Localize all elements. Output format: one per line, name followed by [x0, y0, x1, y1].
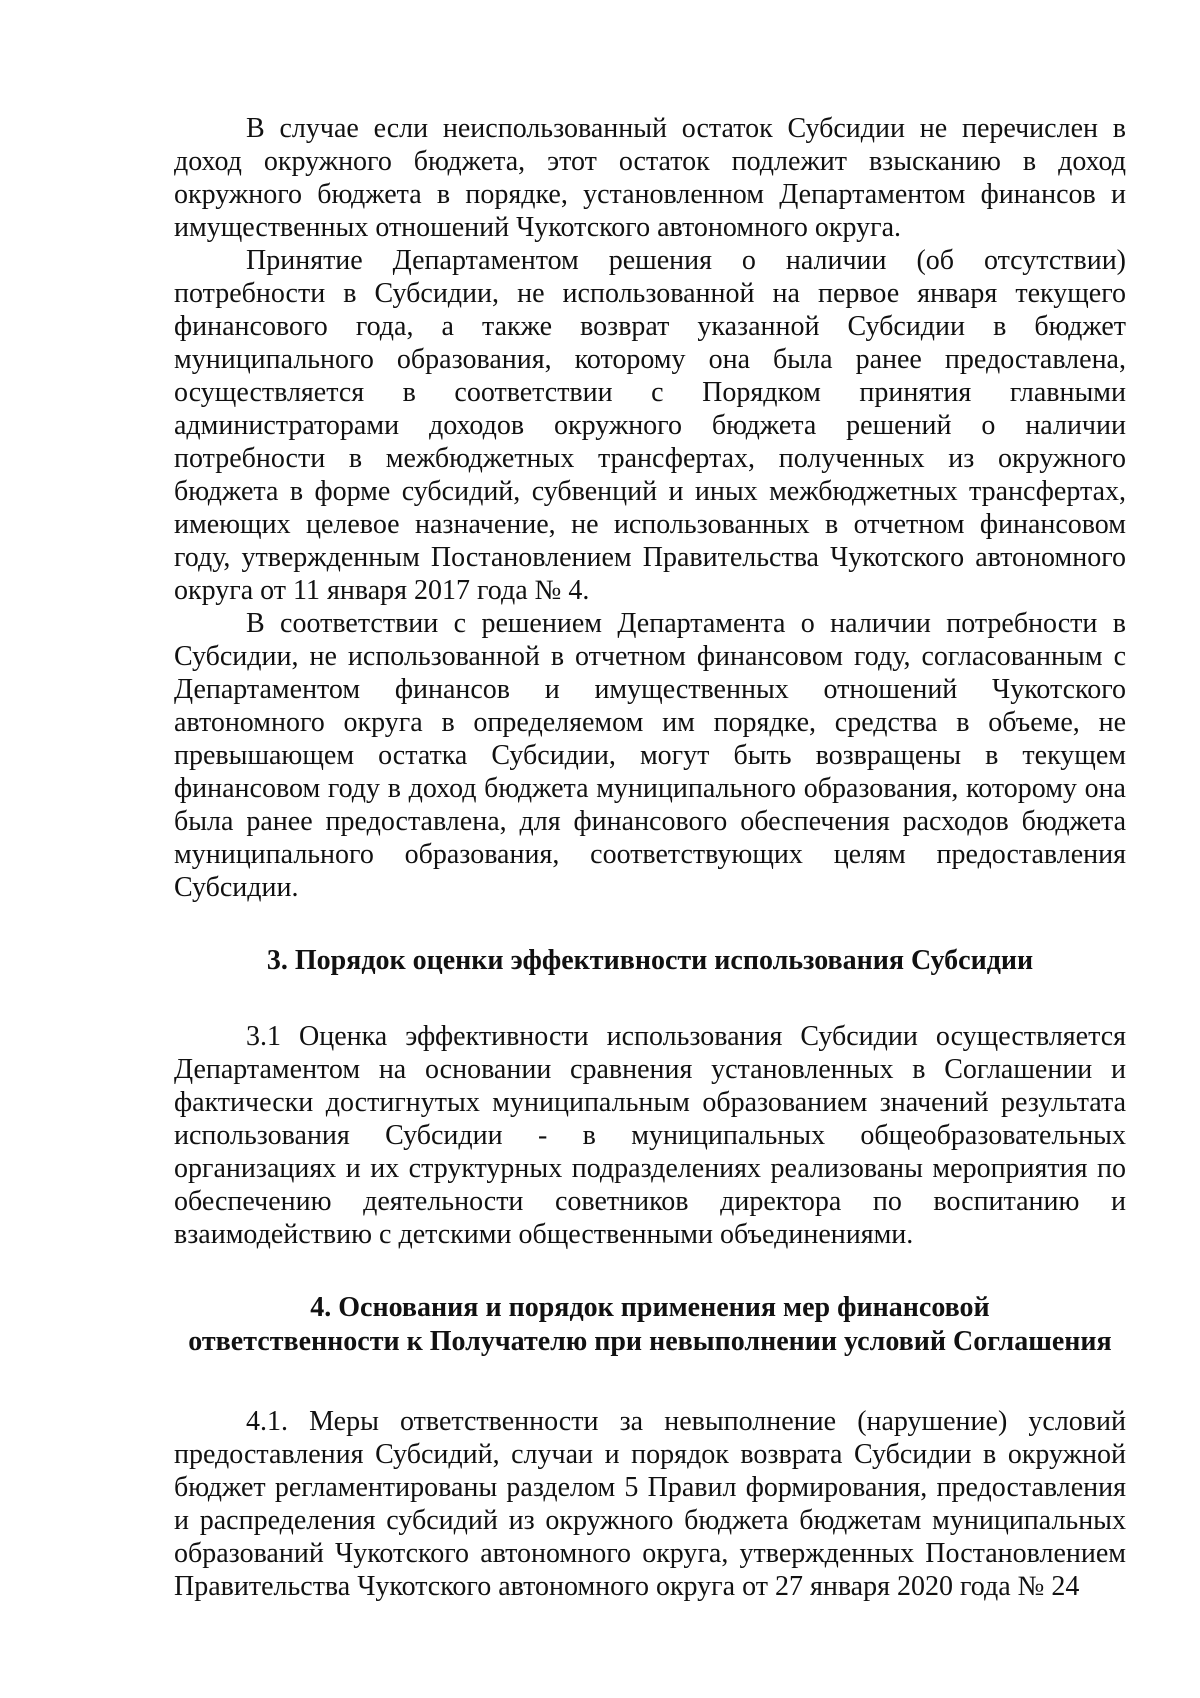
section-3-heading: 3. Порядок оценки эффективности использования Субсидии [266, 945, 1034, 976]
paragraph-3-1: 3.1 Оценка эффективности использования Субсидии осуществляется Департаментом на основании сравнения установленных в Соглашении и фактически достигнутых муниципальным образованием значений результата использования Субсидии - в муниципальных общеобразовательных организациях и их структурных подразделениях реализованы мероприятия по обеспечению деятельности советников директора по воспитанию и взаимодействию с детскими общественными объединениями. [174, 1021, 1126, 1250]
section-4-heading [174, 1291, 1126, 1359]
section-4-heading-line-2: ответственности к Получателю при невыполнении условий Соглашения [188, 1326, 1112, 1357]
document-page [174, 112, 1126, 1603]
paragraph-4-1: 4.1. Меры ответственности за невыполнение (нарушение) условий предоставления Субсидий, случаи и порядок возврата Субсидии в окружной бюджет регламентированы разделом 5 Правил формирования, предоставления и распределения субсидий из окружного бюджета бюджетам муниципальных образований Чукотского автономного округа, утвержденных Постановлением Правительства Чукотского автономного округа от 27 января 2020 года № 24 [174, 1406, 1126, 1602]
section-4-heading-line-1: 4. Основания и порядок применения мер финансовой [310, 1292, 990, 1323]
paragraph-return-funds: В соответствии с решением Департамента о наличии потребности в Субсидии, не использованной в отчетном финансовом году, согласованным с Департаментом финансов и имущественных отношений Чукотского автономного округа в определяемом им порядке, средства в объеме, не превышающем остатка Субсидии, могут быть возвращены в текущем финансовом году в доход бюджета муниципального образования, которому она была ранее предоставлена, для финансового обеспечения расходов бюджета муниципального образования, соответствующих целям предоставления Субсидии. [174, 608, 1126, 903]
paragraph-need-decision: Принятие Департаментом решения о наличии (об отсутствии) потребности в Субсидии, не использованной на первое января текущего финансового года, а также возврат указанной Субсидии в бюджет муниципального образования, которому она была ранее предоставлена, осуществляется в соответствии с Порядком принятия главными администраторами доходов окружного бюджета решений о наличии потребности в межбюджетных трансфертах, полученных из окружного бюджета в форме субсидий, субвенций и иных межбюджетных трансфертах, имеющих целевое назначение, не использованных в отчетном финансовом году, утвержденным Постановлением Правительства Чукотского автономного округа от 11 января 2017 года № 4. [174, 245, 1126, 606]
paragraph-unused-balance: В случае если неиспользованный остаток Субсидии не перечислен в доход окружного бюджета, этот остаток подлежит взысканию в доход окружного бюджета в порядке, установленном Департаментом финансов и имущественных отношений Чукотского автономного округа. [174, 113, 1126, 243]
